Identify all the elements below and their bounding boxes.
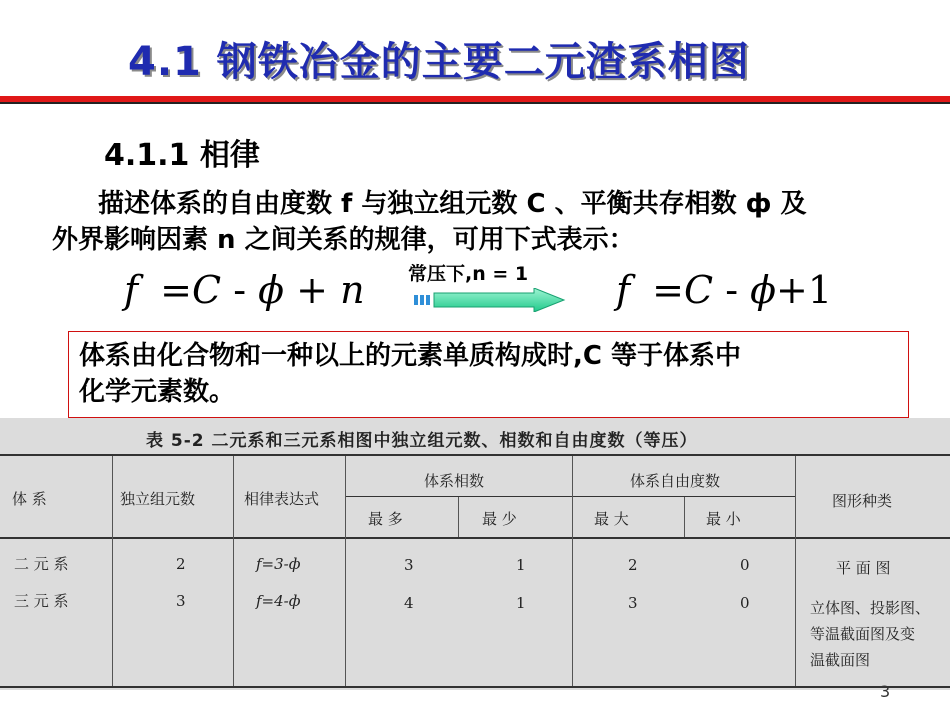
header-max-freedom: 最 大 — [594, 510, 629, 528]
phase-rule-paragraph — [52, 186, 942, 258]
header-max-phases: 最 多 — [368, 510, 403, 528]
header-expression: 相律表达式 — [244, 490, 320, 508]
table-row-2-expression: f=4-ф — [256, 592, 301, 610]
header-freedom: 体系自由度数 — [630, 472, 721, 490]
table-row-2-max-phases: 4 — [404, 594, 414, 612]
header-system: 体 系 — [12, 490, 47, 508]
arrow-icon — [414, 288, 574, 312]
paragraph-line-1: 描述体系的自由度数 f 与独立组元数 C 、平衡共存相数 ф 及 — [98, 189, 807, 219]
table-row-1-min-freedom: 0 — [740, 556, 750, 574]
header-phases: 体系相数 — [424, 472, 485, 490]
note-box — [68, 331, 909, 418]
formula-c: C — [192, 268, 222, 312]
formula-equals: = — [652, 268, 685, 312]
formula-phi: ϕ — [258, 268, 285, 312]
table-col-divider — [112, 456, 113, 686]
table-top-rule — [0, 454, 950, 456]
formula-minus: - — [725, 268, 739, 312]
table-mid-rule — [345, 496, 795, 497]
table-col-divider — [458, 497, 459, 537]
general-formula — [124, 268, 365, 312]
table-row-2-min-phases: 1 — [516, 594, 526, 612]
table-row-2-figure-line-3: 温截面图 — [810, 651, 871, 669]
paragraph-line-2: 外界影响因素 n 之间关系的规律，可用下式表示： — [52, 225, 635, 255]
table-row-1-max-freedom: 2 — [628, 556, 638, 574]
formula-phi: ϕ — [750, 268, 777, 312]
table-row-2-components: 3 — [176, 592, 186, 610]
table-row-1-system: 二 元 系 — [14, 555, 69, 573]
note-line-1: 体系由化合物和一种以上的元素单质构成时,C 等于体系中 — [79, 341, 742, 371]
formula-plus: + — [776, 268, 808, 312]
constant-pressure-formula — [616, 268, 832, 312]
table-col-divider — [795, 456, 796, 686]
pressure-condition: 常压下,n = 1 — [408, 263, 529, 285]
table-col-divider — [233, 456, 234, 686]
table-row-2-min-freedom: 0 — [740, 594, 750, 612]
table-row-1-figure: 平 面 图 — [836, 559, 891, 577]
formula-f: f — [124, 268, 139, 312]
table-row-2-system: 三 元 系 — [14, 592, 69, 610]
table-bottom-rule — [0, 686, 950, 688]
title-rule — [0, 96, 950, 104]
table-row-2-figure-line-1: 立体图、投影图、 — [810, 599, 931, 617]
table-col-divider — [572, 456, 573, 686]
table-col-divider — [345, 456, 346, 686]
table-row-1-expression: f=3-ф — [256, 555, 301, 573]
table-row-1-max-phases: 3 — [404, 556, 414, 574]
table-row-1-min-phases: 1 — [516, 556, 526, 574]
slide-title: 4.1 钢铁冶金的主要二元渣系相图 — [128, 39, 750, 85]
note-line-2: 化学元素数。 — [79, 377, 236, 407]
table-row-1-components: 2 — [176, 555, 186, 573]
table-col-divider — [684, 497, 685, 537]
header-min-phases: 最 少 — [482, 510, 517, 528]
table-row-2-figure-line-2: 等温截面图及变 — [810, 625, 916, 643]
table-header-rule — [0, 537, 950, 539]
header-components: 独立组元数 — [120, 490, 196, 508]
formula-one: 1 — [807, 268, 833, 312]
formula-c: C — [684, 268, 714, 312]
scanned-table — [0, 418, 950, 690]
formula-f: f — [616, 268, 631, 312]
formula-n: n — [340, 268, 365, 312]
section-heading: 4.1.1 相律 — [104, 138, 260, 173]
table-caption: 表 5-2 二元系和三元系相图中独立组元数、相数和自由度数（等压） — [146, 431, 698, 451]
formula-plus: + — [296, 268, 328, 312]
page-number: 3 — [880, 682, 891, 701]
header-min-freedom: 最 小 — [706, 510, 741, 528]
formula-minus: - — [233, 268, 247, 312]
formula-equals: = — [160, 268, 193, 312]
header-figure: 图形种类 — [832, 492, 893, 510]
table-row-2-max-freedom: 3 — [628, 594, 638, 612]
